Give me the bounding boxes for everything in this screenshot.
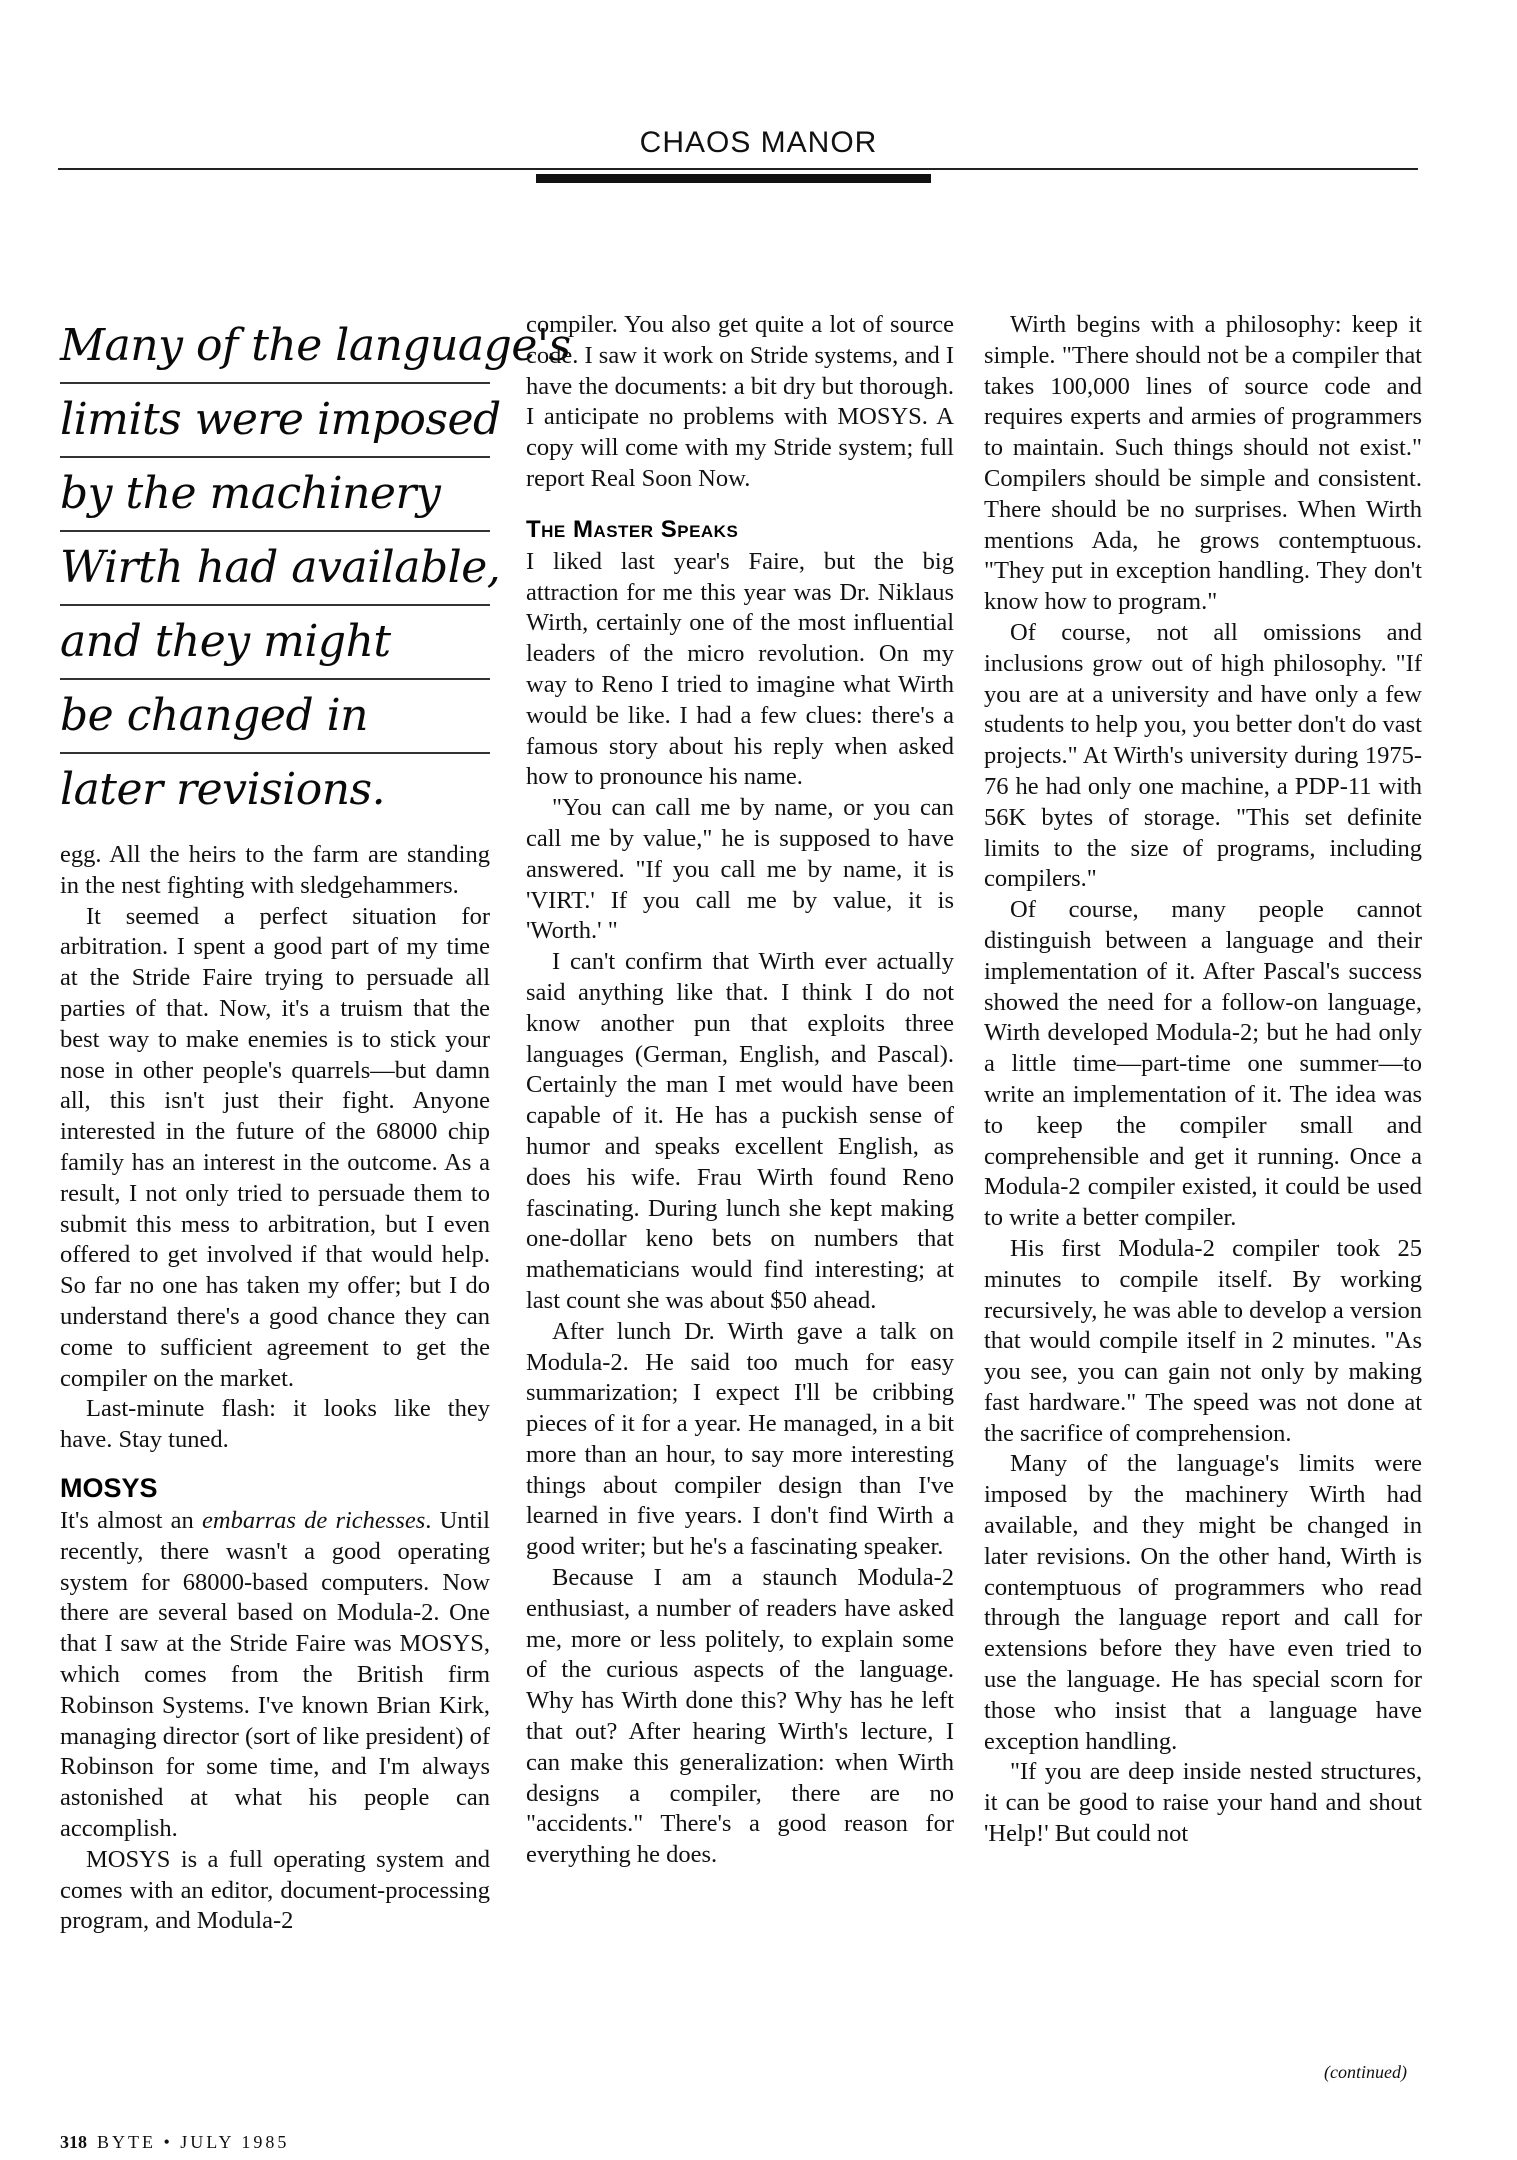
page-number: 318: [60, 2132, 87, 2152]
pull-quote-line: be changed in: [60, 680, 490, 754]
paragraph: His first Modula-2 compiler took 25 minutes to compile itself. By working recursively, he was able to develop a version that would compile itself in 2 minutes. "As you see, you can gain not only by making fast hardware." The speed was not done at the sacrifice of comprehension.: [984, 1234, 1422, 1447]
pull-quote-line: limits were imposed: [60, 384, 490, 458]
header-rule: [58, 168, 1418, 170]
paragraph: I liked last year's Faire, but the big attraction for me this year was Dr. Niklaus Wirth, certainly one of the most influential leaders of the micro revolution. On my way to Reno I tried to imagine what Wirth would be like. I had a few clues: there's a famous story about his reply when asked how to pronounce his name.: [526, 547, 954, 791]
paragraph: egg. All the heirs to the farm are standing in the nest fighting with sledgehammers.: [60, 841, 490, 899]
paragraph: [60, 1506, 490, 1845]
pull-quote-line: Wirth had available,: [60, 532, 490, 606]
paragraph: Because I am a staunch Modula-2 enthusiast, a number of readers have asked me, more or less politely, to explain some of the curious aspects of the language. Why has Wirth done this? Why has he left that out? After hearing Wirth's lecture, I can make this generalization: when Wirth designs a compiler, there are no "accidents." There's a good reason for everything he does.: [526, 1564, 954, 1869]
pull-quote-line: later revisions.: [60, 764, 386, 815]
header-rule-bar: [536, 174, 931, 183]
paragraph: After lunch Dr. Wirth gave a talk on Modula-2. He said too much for easy summarization; I expect I'll be cribbing pieces of it for a year. He managed, in a bit more than an hour, to say more interesting things about compiler design than I've learned in five years. I don't find Wirth a good writer; but he's a fascinating speaker.: [526, 1317, 954, 1561]
paragraph: Of course, not all omissions and inclusions grow out of high philosophy. "If you are at a university and have only a few students to help you, you better don't do vast projects." At Wirth's university during 1975-76 he had only one machine, a PDP-11 with 56K bytes of storage. "This set definite limits to the size of programs, including compilers.": [984, 618, 1422, 893]
paragraph: It seemed a perfect situation for arbitration. I spent a good part of my time at the Stride Faire trying to persuade all parties of that. Now, it's a truism that the best way to make enemies is to stick your nose in other people's quarrels—but damn all, this isn't just their fight. Anyone interested in the future of the 68000 chip family has an interest in the outcome. As a result, I not only tried to persuade them to submit this mess to arbitration, but I even offered to get involved if that would help. So far no one has taken my offer; but I do understand there's a good chance they can come to sufficient agreement to get the compiler on the market.: [60, 902, 490, 1392]
paragraph: "If you are deep inside nested structures, it can be good to raise your hand and shout 'Help!' But could not: [984, 1758, 1422, 1848]
text-run: It's almost an: [60, 1506, 202, 1534]
paragraph: Many of the language's limits were imposed by the machinery Wirth had available, and they might be changed in later revisions. On the other hand, Wirth is contemptuous of programmers who read through the language report and call for extensions before they have even tried to use the language. He has special scorn for those who insist that a language have exception handling.: [984, 1450, 1422, 1755]
paragraph: "You can call me by name, or you can call me by value," he is supposed to have answered. "If you call me by name, it is 'VIRT.' If you call me by value, it is 'Worth.' ": [526, 794, 954, 945]
pull-quote-line: by the machinery: [60, 458, 490, 532]
paragraph: compiler. You also get quite a lot of source code. I saw it work on Stride systems, and I have the documents: a bit dry but thorough. I anticipate no problems with MOSYS. A copy will come with my Stride system; full report Real Soon Now.: [526, 311, 954, 492]
pull-quote: [60, 310, 571, 826]
pull-quote-line: and they might: [60, 606, 490, 680]
paragraph: Wirth begins with a philosophy: keep it simple. "There should not be a compiler that takes 100,000 lines of source code and requires experts and armies of programmers to maintain. Such things should not exist." Compilers should be simple and consistent. There should be no surprises. When Wirth mentions Ada, he grows contemptuous. "They put in exception handling. They don't know how to program.": [984, 311, 1422, 616]
section-heading-master-speaks: The Master Speaks: [526, 515, 739, 543]
paragraph: Last-minute flash: it looks like they have. Stay tuned.: [60, 1395, 490, 1454]
page-footer: [60, 2132, 289, 2153]
paragraph: MOSYS is a full operating system and comes with an editor, document-processing program, and Modula-2: [60, 1845, 490, 1935]
italic-phrase: embarras de richesses: [202, 1506, 426, 1534]
section-title: CHAOS MANOR: [639, 126, 878, 159]
column-2: [526, 310, 954, 1871]
continued-label: (continued): [1324, 2062, 1407, 2082]
paragraph: Of course, many people cannot distinguish between a language and their implementation of it. After Pascal's success showed the need for a follow-on language, Wirth developed Modula-2; but he had only a little time—part-time one summer—to write an implementation of it. The idea was to keep the compiler small and comprehensible and get it running. Once a Modula-2 compiler existed, it could be used to write a better compiler.: [984, 896, 1422, 1232]
pull-quote-line: Many of the language's: [60, 310, 490, 384]
column-3: [984, 310, 1422, 1850]
publication-info: BYTE • JULY 1985: [97, 2132, 290, 2152]
text-run: . Until recently, there wasn't a good operating system for 68000-based computers. Now there are several based on Modula-2. One that I saw at the Stride Faire was MOSYS, which comes from the British firm Robinson Systems. I've known Brian Kirk, managing director (sort of like president) of Robinson for some time, and I'm always astonished at what his people can accomplish.: [60, 1506, 490, 1842]
section-heading-mosys: MOSYS: [60, 1472, 158, 1503]
paragraph: I can't confirm that Wirth ever actually said anything like that. I think I do not know another pun that exploits three languages (German, English, and Pascal). Certainly the man I met would have been capable of it. He has a puckish sense of humor and speaks excellent English, as does his wife. Frau Wirth found Reno fascinating. During lunch she kept making one-dollar keno bets on numbers that mathematicians would find interesting; at last count she was about $50 ahead.: [526, 948, 954, 1314]
column-1: [60, 310, 571, 1937]
